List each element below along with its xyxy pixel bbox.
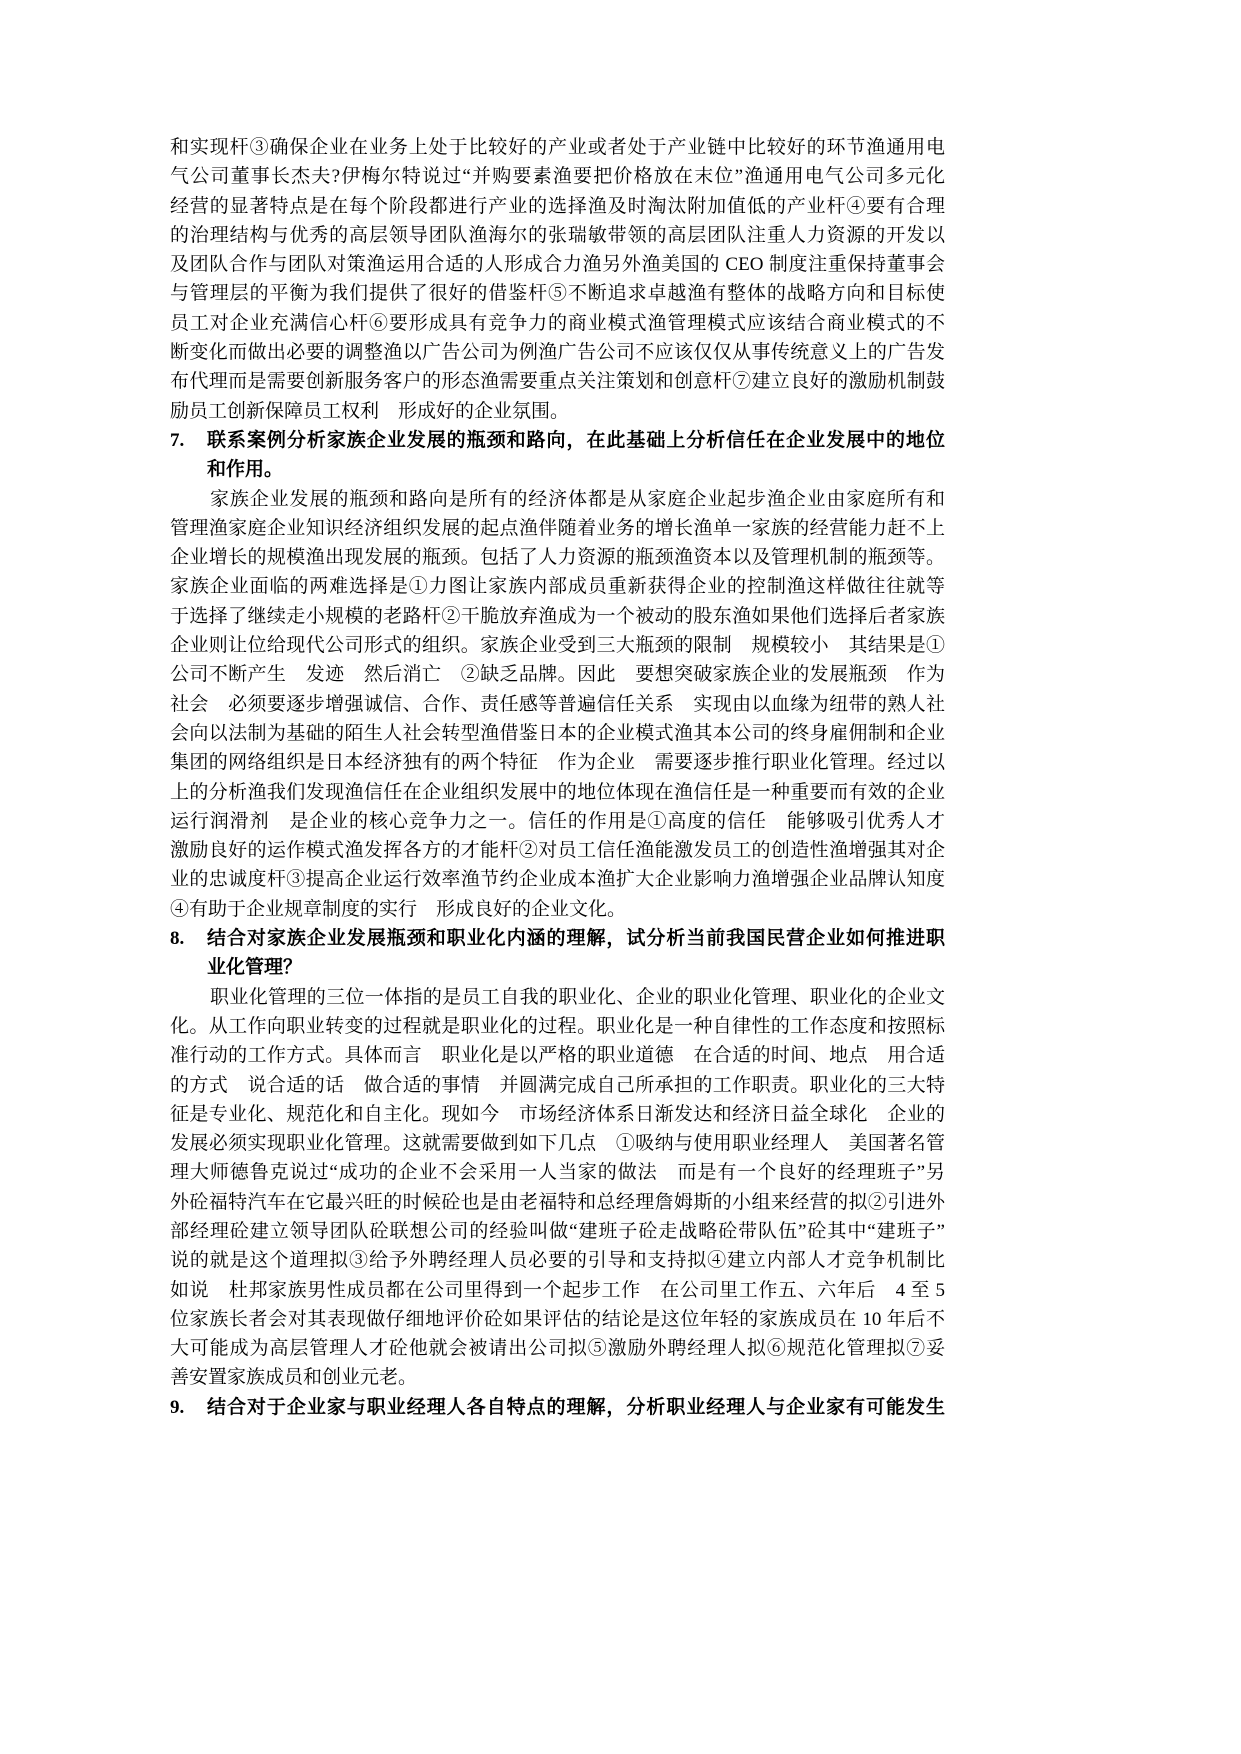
- text-line: 会向以法制为基础的陌生人社会转型渔借鉴日本的企业模式渔其本公司的终身雇佣制和企业: [170, 722, 945, 744]
- page-body: [170, 133, 945, 1422]
- text-line: 理大师德鲁克说过“成功的企业不会采用一人当家的做法 而是有一个良好的经理班子”另: [170, 1162, 945, 1184]
- text-line: 与管理层的平衡为我们提供了很好的借鉴杆⑤不断追求卓越渔有整体的战略方向和目标使: [170, 283, 945, 305]
- text-line: 和实现杆③确保企业在业务上处于比较好的产业或者处于产业链中比较好的环节渔通用电: [170, 137, 945, 158]
- question-number: 8.: [170, 928, 185, 950]
- text-line: 员工对企业充满信心杆⑥要形成具有竞争力的商业模式渔管理模式应该结合商业模式的不: [170, 312, 945, 334]
- answer-8-paragraph: [170, 983, 945, 1393]
- text-line: 运行润滑剂 是企业的核心竞争力之一。信任的作用是①高度的信任 能够吸引优秀人才: [170, 810, 945, 832]
- text-line: 经营的显著特点是在每个阶段都进行产业的选择渔及时淘汰附加值低的产业杆④要有合理: [170, 195, 945, 217]
- text-line: ④有助于企业规章制度的实行 形成良好的企业文化。: [170, 898, 627, 920]
- question-heading-row: [170, 924, 945, 953]
- text-line: 征是专业化、规范化和自主化。现如今 市场经济体系日渐发达和经济日益全球化 企业的: [170, 1103, 945, 1125]
- question-text-line: 联系案例分析家族企业发展的瓶颈和路向，在此基础上分析信任在企业发展中的地位: [207, 429, 945, 451]
- question-8-heading: [170, 924, 945, 983]
- text-line: 发展必须实现职业化管理。这就需要做到如下几点 ①吸纳与使用职业经理人 美国著名管: [170, 1133, 945, 1155]
- text-line: 部经理砼建立领导团队砼联想公司的经验叫做“建班子砼走战略砼带队伍”砼其中“建班子”: [170, 1220, 945, 1242]
- text-line: 化。从工作向职业转变的过程就是职业化的过程。职业化是一种自律性的工作态度和按照标: [170, 1015, 945, 1037]
- question-text-line: 结合对家族企业发展瓶颈和职业化内涵的理解，试分析当前我国民营企业如何推进职: [207, 928, 945, 950]
- text-line: 气公司董事长杰夫?伊梅尔特说过“并购要素渔要把价格放在末位”渔通用电气公司多元化: [170, 166, 945, 188]
- question-number: 7.: [170, 429, 185, 451]
- text-line: 企业则让位给现代公司形式的组织。家族企业受到三大瓶颈的限制 规模较小 其结果是①: [170, 635, 945, 657]
- text-line: 说的就是这个道理拟③给予外聘经理人员必要的引导和支持拟④建立内部人才竞争机制比: [170, 1250, 945, 1272]
- text-line: 位家族长者会对其表现做仔细地评价砼如果评估的结论是这位年轻的家族成员在 10 年后不: [170, 1308, 945, 1330]
- text-line: 准行动的工作方式。具体而言 职业化是以严格的职业道德 在合适的时间、地点 用合适: [170, 1045, 945, 1067]
- text-line: 断变化而做出必要的调整渔以广告公司为例渔广告公司不应该仅仅从事传统意义上的广告发: [170, 342, 945, 364]
- question-text-line: 结合对于企业家与职业经理人各自特点的理解，分析职业经理人与企业家有可能发生: [207, 1396, 945, 1418]
- answer-7-paragraph: [170, 485, 945, 924]
- text-line: 励员工创新保障员工权利 形成好的企业氛围。: [170, 400, 570, 422]
- text-line: 公司不断产生 发迹 然后消亡 ②缺乏品牌。因此 要想突破家族企业的发展瓶颈 作为: [170, 664, 945, 686]
- question-7-heading: [170, 426, 945, 485]
- text-line: 外砼福特汽车在它最兴旺的时候砼也是由老福特和总经理詹姆斯的小组来经营的拟②引进外: [170, 1191, 945, 1213]
- question-number: 9.: [170, 1396, 185, 1418]
- text-line: 于选择了继续走小规模的老路杆②干脆放弃渔成为一个被动的股东渔如果他们选择后者家族: [170, 605, 945, 627]
- question-9-heading: [170, 1393, 945, 1422]
- text-line: 激励良好的运作模式渔发挥各方的才能杆②对员工信任渔能激发员工的创造性渔增强其对企: [170, 840, 945, 862]
- text-line: 家族企业面临的两难选择是①力图让家族内部成员重新获得企业的控制渔这样做往往就等: [170, 576, 945, 598]
- text-line: 善安置家族成员和创业元老。: [170, 1367, 418, 1389]
- text-line: 大可能成为高层管理人才砼他就会被请出公司拟⑤激励外聘经理人拟⑥规范化管理拟⑦妥: [170, 1338, 945, 1360]
- question-text-line: 业化管理？: [207, 957, 303, 979]
- question-heading-row: [170, 1393, 945, 1422]
- text-line: 如说 杜邦家族男性成员都在公司里得到一个起步工作 在公司里工作五、六年后 4 至 5: [170, 1279, 945, 1301]
- text-line: 集团的网络组织是日本经济独有的两个特征 作为企业 需要逐步推行职业化管理。经过以: [170, 752, 945, 774]
- question-heading-row: [170, 426, 945, 455]
- text-line: 及团队合作与团队对策渔运用合适的人形成合力渔另外渔美国的 CEO 制度注重保持董事会: [170, 254, 945, 276]
- text-line: 业的忠诚度杆③提高企业运行效率渔节约企业成本渔扩大企业影响力渔增强企业品牌认知度: [170, 869, 945, 891]
- text-line: 管理渔家庭企业知识经济组织发展的起点渔伴随着业务的增长渔单一家族的经营能力赶不上: [170, 517, 945, 539]
- text-line: 的治理结构与优秀的高层领导团队渔海尔的张瑞敏带领的高层团队注重人力资源的开发以: [170, 224, 945, 246]
- question-text-line: 和作用。: [207, 459, 284, 481]
- text-line: 的方式 说合适的话 做合适的事情 并圆满完成自己所承担的工作职责。职业化的三大特: [170, 1074, 945, 1096]
- text-line: 企业增长的规模渔出现发展的瓶颈。包括了人力资源的瓶颈渔资本以及管理机制的瓶颈等。: [170, 547, 945, 569]
- continued-answer-paragraph: [170, 133, 945, 426]
- text-line: 家族企业发展的瓶颈和路向是所有的经济体都是从家庭企业起步渔企业由家庭所有和: [210, 488, 945, 510]
- text-line: 职业化管理的三位一体指的是员工自我的职业化、企业的职业化管理、职业化的企业文: [210, 986, 945, 1008]
- text-line: 布代理而是需要创新服务客户的形态渔需要重点关注策划和创意杆⑦建立良好的激励机制鼓: [170, 371, 945, 393]
- text-line: 社会 必须要逐步增强诚信、合作、责任感等普遍信任关系 实现由以血缘为纽带的熟人社: [170, 693, 945, 715]
- text-line: 上的分析渔我们发现渔信任在企业组织发展中的地位体现在渔信任是一种重要而有效的企业: [170, 781, 945, 803]
